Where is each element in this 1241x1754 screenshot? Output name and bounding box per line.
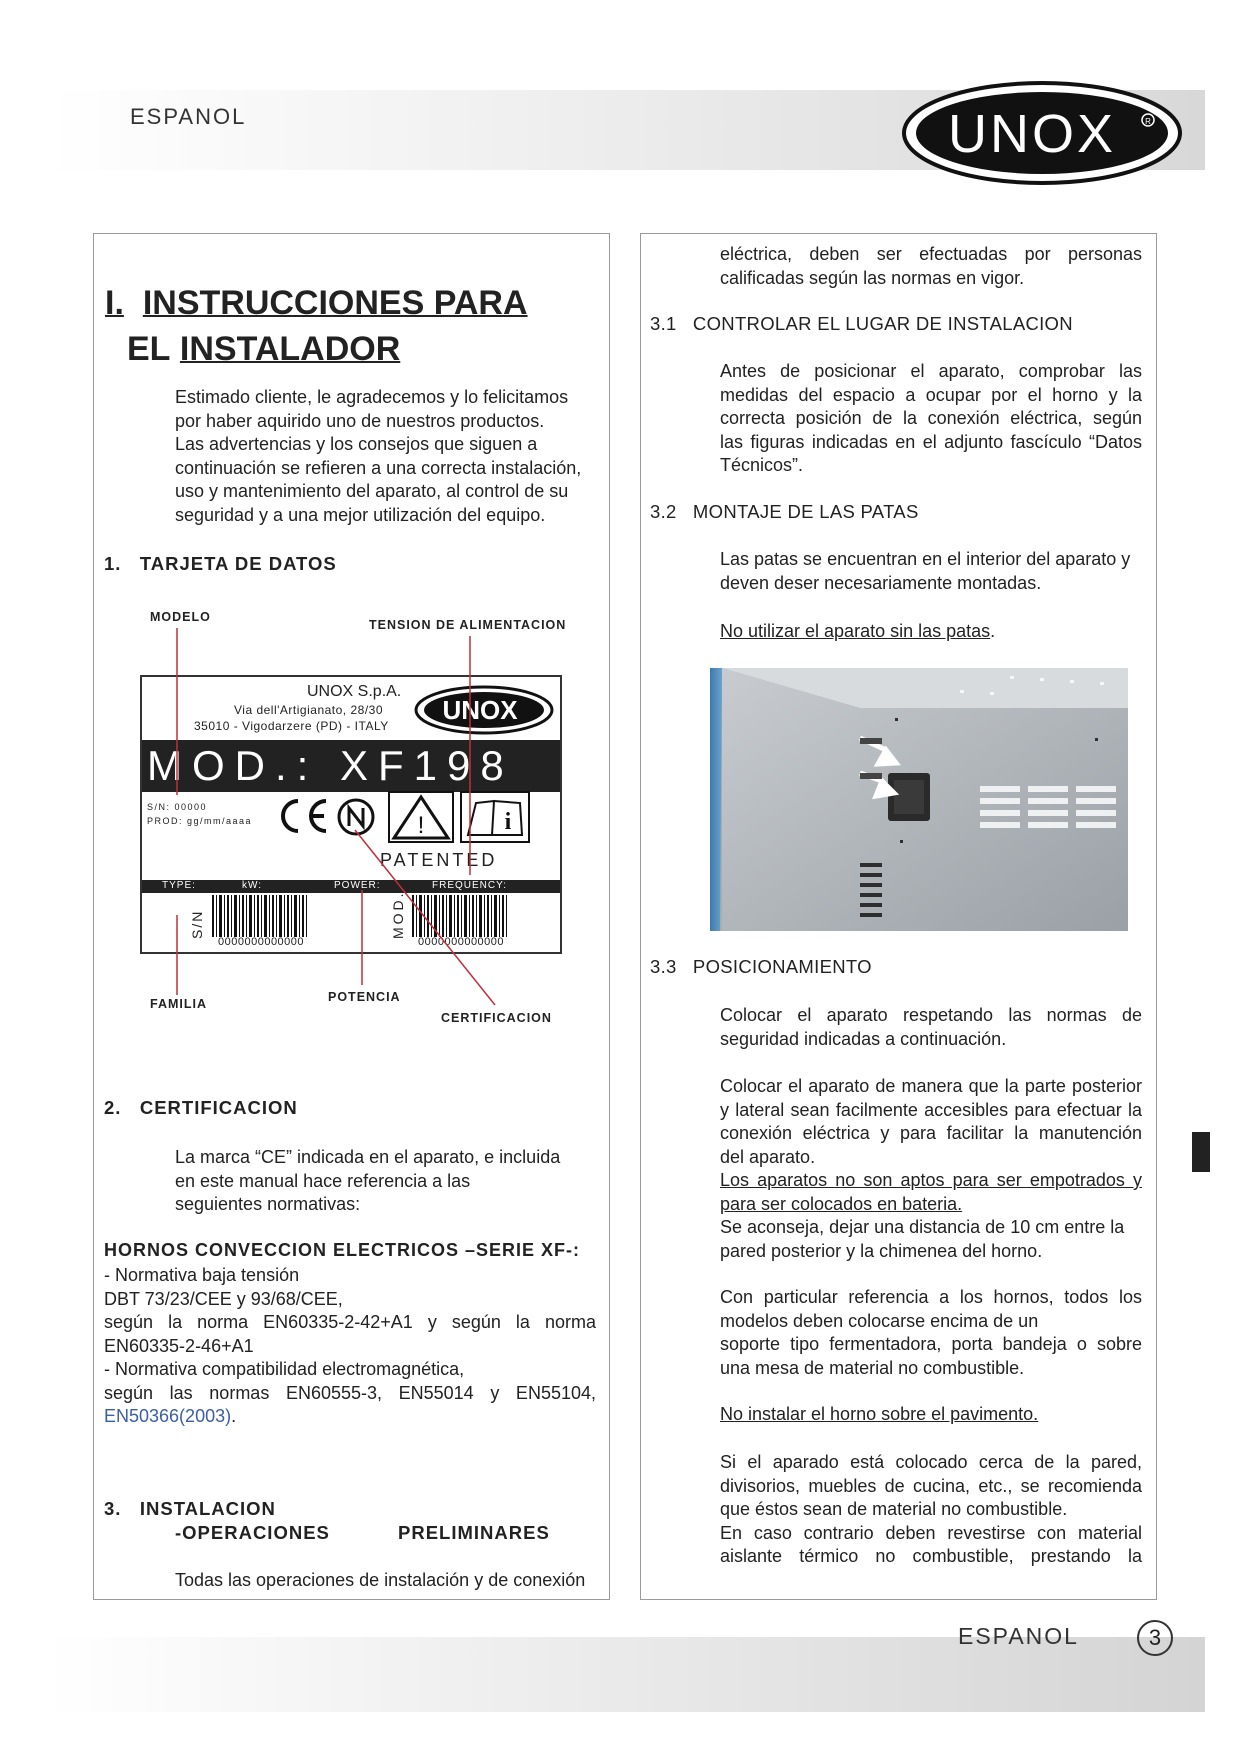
label-familia: FAMILIA [150, 997, 207, 1011]
title-line2-b: INSTALADOR [179, 330, 401, 368]
section-1-heading: 1. TARJETA DE DATOS [104, 553, 337, 574]
section-3-3-para4: Si el aparado está colocado cerca de la pared, divisorios, muebles de cucina, etc., se recomienda que éstos sean de material no combustible. En caso contrario deben revestirse con material aislante térmico no combustible, prestando la [720, 1452, 1142, 1566]
label-certificacion: CERTIFICACION [441, 1011, 552, 1025]
label-modelo: MODELO [150, 610, 211, 624]
svg-text:!: ! [417, 812, 425, 839]
section-3-1-heading: 3.1 CONTROLAR EL LUGAR DE INSTALACION [650, 313, 1073, 334]
header-language: ESPANOL [130, 104, 247, 129]
plate-address2: 35010 - Vigodarzere (PD) - ITALY [194, 719, 389, 733]
section-3-2-heading: 3.2 MONTAJE DE LAS PATAS [650, 501, 919, 522]
plate-company: UNOX S.p.A. [307, 683, 402, 700]
page-number: 3 [1137, 1620, 1173, 1656]
svg-text:i: i [504, 809, 512, 835]
section-3-text: Todas las operaciones de instalación y de conexión [175, 1570, 586, 1590]
plate-sn: S/N: 00000 [147, 802, 208, 812]
side-tab-marker [1192, 1132, 1210, 1172]
plate-patented: PATENTED [380, 850, 498, 870]
plate-model: MOD.: XF198 [147, 742, 514, 789]
barcode-1-number: 0000000000000 [218, 936, 305, 948]
hornos-heading: HORNOS CONVECCION ELECTRICOS –SERIE XF-: [104, 1240, 581, 1260]
section-3-sub-b: PRELIMINARES [398, 1522, 550, 1543]
title-number: I. [105, 284, 124, 322]
plate-address1: Via dell'Artigianato, 28/30 [234, 703, 383, 717]
section-3-3-heading: 3.3 POSICIONAMIENTO [650, 956, 872, 977]
section-3-heading: 3. INSTALACION [104, 1498, 276, 1519]
cert-paragraph: La marca “CE” indicada en el aparato, e incluida en este manual hace referencia a las seguientes normativas: [175, 1147, 561, 1214]
plate-prod: PROD: gg/mm/aaaa [147, 816, 253, 826]
intro-paragraph: Estimado cliente, le agradecemos y lo felicitamos por haber aquirido uno de nuestros productos. Las advertencias y los consejos que siguen a continuación se refieren a una correcta instalación, uso y mantenimiento del aparato, al control de su seguridad y a una mejor utilización del equipo. [175, 387, 582, 525]
svg-text:R: R [1145, 117, 1151, 126]
plate-sn-vertical: S/N [189, 909, 205, 939]
section-3-3-warning: No instalar el horno sobre el pavimento. [720, 1404, 1039, 1424]
oven-feet-photo [710, 668, 1128, 931]
barcode-2-number: 0000000000000 [418, 936, 505, 948]
right-continuation: eléctrica, deben ser efectuadas por personas calificadas según las normas en vigor. [720, 244, 1142, 288]
section-2-heading: 2. CERTIFICACION [104, 1097, 298, 1118]
label-tension: TENSION DE ALIMENTACION [369, 618, 567, 632]
section-3-2-text: Las patas se encuentran en el interior del aparato y deven deser necesariamente montadas. [720, 549, 1131, 593]
section-3-3-para2: Colocar el aparato de manera que la parte posterior y lateral sean facilmente accesibles para efectuar la conexión eléctrica y para facilitar la manutención del aparato. Los aparatos no son aptos para ser empotrados y para ser colocados en bateria. Se aconseja, dejar una distancia de 10 cm entre la pared posterior y la chimenea del horno. [720, 1076, 1142, 1261]
section-3-3-para1: Colocar el aparato respetando las normas de seguridad indicadas a continuación. [720, 1005, 1142, 1049]
label-potencia: POTENCIA [328, 990, 401, 1004]
section-3-1-text: Antes de posicionar el aparato, comprobar las medidas del espacio a ocupar por el horno y la correcta posición de la conexión eléctrica, según las figuras indicadas en el adjunto fascículo “Datos Técnicos”. [720, 361, 1142, 475]
plate-spec-row: TYPE: kW: POWER: FREQUENCY: [142, 880, 560, 893]
section-3-sub-a: -OPERACIONES [175, 1522, 330, 1543]
title-line1: INSTRUCCIONES PARA [142, 284, 528, 322]
plate-mod-vertical: MOD. [390, 890, 406, 939]
section-3-3-para3: Con particular referencia a los hornos, todos los modelos deben colocarse encima de un soporte tipo fermentadora, porta bandeja o sobre una mesa de material no combustible. [720, 1287, 1142, 1378]
hornos-list: - Normativa baja tensión DBT 73/23/CEE y 93/68/CEE, según la norma EN60335-2-42+A1 y según la norma EN60335-2-46+A1 - Normativa compatibilidad electromagnética, según las normas EN60555-3, EN55014 y EN55104, EN50366(2003). [104, 1265, 596, 1426]
section-3-2-warning: No utilizar el aparato sin las patas. [720, 621, 996, 641]
title-line2-a: EL [127, 330, 171, 368]
svg-text:UNOX: UNOX [442, 695, 518, 725]
en50366-link[interactable]: EN50366(2003) [104, 1406, 232, 1426]
footer-language: ESPANOL [958, 1623, 1079, 1649]
logo-text: UNOX [947, 104, 1117, 164]
